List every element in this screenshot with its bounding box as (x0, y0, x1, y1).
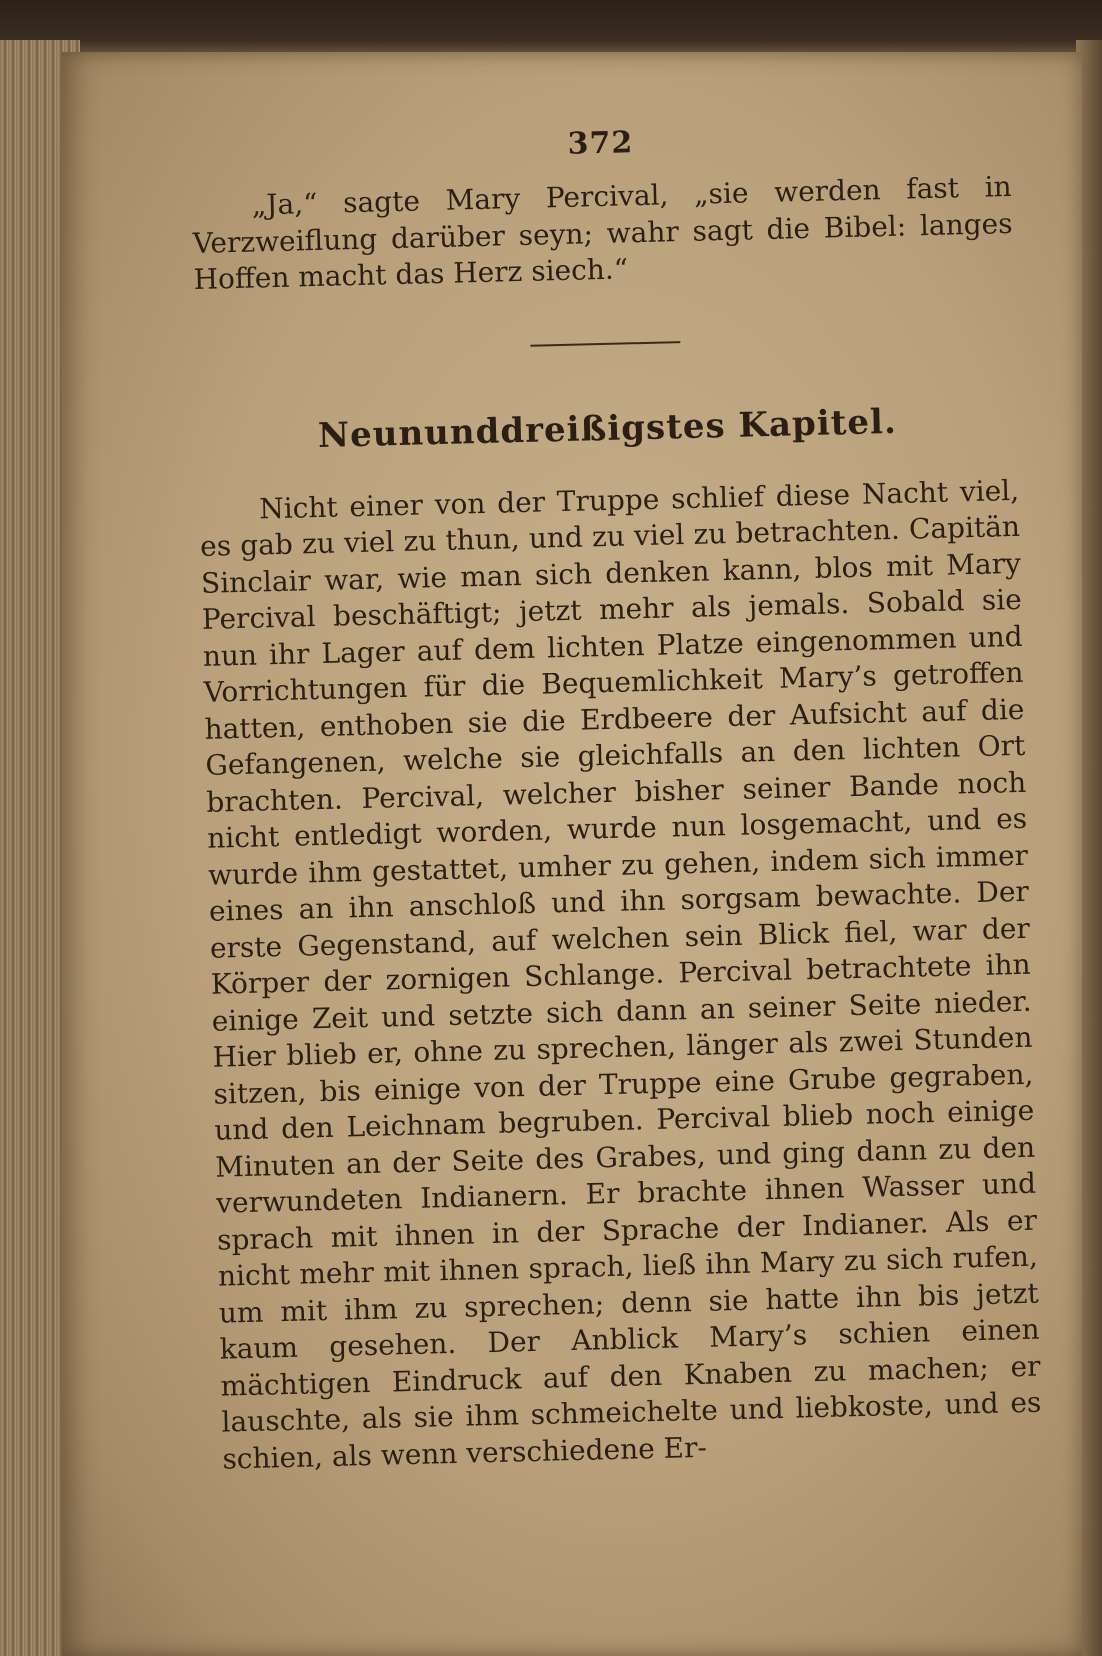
body-paragraph: Nicht einer von der Truppe schlief diese Nacht viel, es gab zu viel zu thun, und zu viel zu betrachten. Capitän Sinclair war, wie man sich denken kann, blos mit Mary Percival beschäftigt; jetzt mehr als jemals. Sobald sie nun ihr Lager auf dem lichten Platze eingenommen und Vorrichtungen für die Bequemlichkeit Mary’s getroffen hatten, enthoben sie die Erdbeere der Aufsicht auf die Gefangenen, welche sie gleichfalls an den lichten Ort brachten. Percival, welcher bisher seiner Bande noch nicht entledigt worden, wurde nun losgemacht, und es wurde ihm gestattet, umher zu gehen, indem sich immer eines an ihn anschloß und ihn sorgsam bewachte. Der erste Gegenstand, auf welchen sein Blick fiel, war der Körper der zornigen Schlange. Percival betrachtete ihn einige Zeit und setzte sich dann an seiner Seite nieder. Hier blieb er, ohne zu sprechen, länger als zwei Stunden sitzen, bis einige von der Truppe eine Grube gegraben, und den Leichnam begruben. Percival blieb noch einige Minuten an der Seite des Grabes, und ging dann zu den verwundeten Indianern. Er brachte ihnen Wasser und sprach mit ihnen in der Sprache der Indianer. Als er nicht mehr mit ihnen sprach, ließ ihn Mary zu sich rufen, um mit ihm zu sprechen; denn sie hatte ihn bis jetzt kaum gesehen. Der Anblick Mary’s schien einen mächtigen Eindruck auf den Knaben zu machen; er lauschte, als sie ihm schmeichelte und liebkoste, und es schien, als wenn verschiedene Er- (199, 473, 1042, 1476)
chapter-title: Neununddreißigstes Kapitel. (317, 401, 898, 456)
page-number: 372 (567, 125, 634, 162)
opening-paragraph: „Ja,“ sagte Mary Percival, „sie werden fast in Verzweiflung darüber seyn; wahr sagt die Bibel: langes Hoffen macht das Herz siech.“ (192, 169, 1013, 296)
section-divider (530, 341, 680, 347)
page-text (190, 116, 1043, 1478)
